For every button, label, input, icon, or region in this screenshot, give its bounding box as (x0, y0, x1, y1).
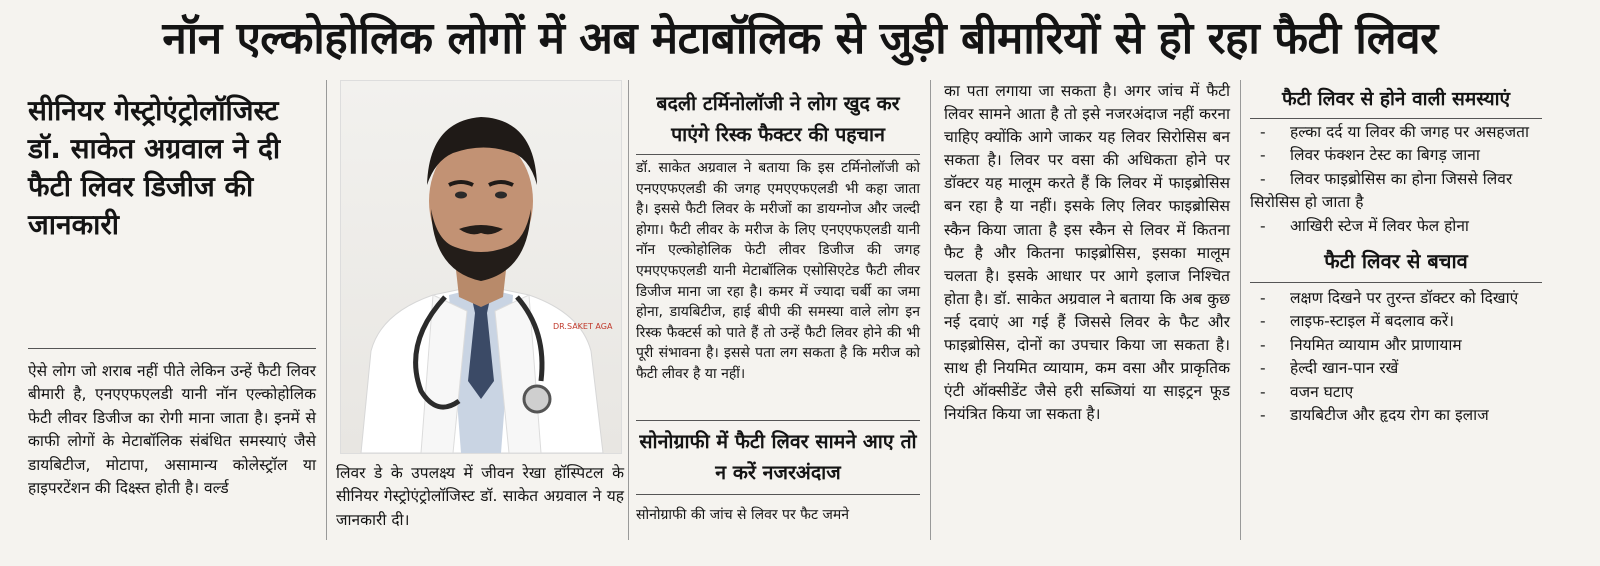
col1-text: ऐसे लोग जो शराब नहीं पीते लेकिन उन्हें फैटी लिवर बीमारी है, एनएएफएलडी यानी नॉन एल्कोहोलिक फेटी लीवर डिजीज का रोगी माना जाता है। इनमें से काफी लोगों के मेटाबॉलिक संबंधित समस्याएं जैसे डायबिटीज, मोटापा, असामान्य कोलेस्ट्रॉल या हाइपरटेंशन की दिक्ष्स्त होती है। वर्ल्ड (28, 362, 316, 498)
col3 (636, 88, 920, 150)
problems-heading: फैटी लिवर से होने वाली समस्याएं (1281, 88, 1511, 110)
list-item-text: लिवर फाइब्रोसिस का होना जिससे लिवर सिरोसिस हो जाता है (1250, 169, 1513, 212)
prevention-heading: फैटी लिवर से बचाव (1324, 249, 1468, 274)
bullet-dash: - (1260, 123, 1266, 141)
box-rule (1250, 282, 1542, 283)
doctor-photo (340, 80, 622, 454)
list-item-text: डायबिटीज और हृदय रोग का इलाज (1290, 406, 1489, 425)
list-item (1250, 334, 1542, 357)
bullet-dash: - (1260, 406, 1266, 425)
column-divider (930, 80, 931, 540)
col4-text: का पता लगाया जा सकता है। अगर जांच में फैटी लिवर सामने आता है तो इसे नजरअंदाज नहीं करना चाहिए क्योंकि आगे जाकर यह लिवर सिरोसिस बन सकता है। लिवर पर वसा की अधिकता होने पर डॉक्टर यह मालूम करते हैं कि लिवर में फाइब्रोसिस बन रहा है या नहीं। इसके लिए लिवर फाइब्रोसिस स्कैन किया जाता है इस स्कैन से लिवर में कितना फैट है और कितना फाइब्रोसिस, इसका मालूम चलता है। इसके आधार पर आगे इलाज निश्चित होता है। डॉ. साकेत अग्रवाल ने बताया कि अब कुछ नई दवाएं आ गई हैं जिससे लिवर के फैट और फाइब्रोसिस, दोनों का उपचार किया जा सकता है। साथ ही नियमित व्यायाम, कम वसा और प्राकृतिक एंटी ऑक्सीडेंट जैसे हरी सब्जियां या साइट्रन फूड नियंत्रित किया जा सकता है। (944, 82, 1230, 424)
list-item (1250, 144, 1542, 167)
subhead-rule (636, 420, 920, 421)
col3-text: डॉ. साकेत अग्रवाल ने बताया कि इस टर्मिनोलॉजी को एनएएफएलडी की जगह एमएएफएलडी भी कहा जाता है। इससे फैटी लिवर के मरीजों का डायग्नोज और जल्दी होगा। फैटी लीवर के मरीज के लिए एनएएफएलडी यानी नॉन एल्कोहोलिक फेटी लीवर डिजीज की जगह एमएएफएलडी यानी मेटाबॉलिक एसोसिएटेड फैटी लीवर डिजीज माना जा रहा है। कमर में ज्यादा चर्बी का जमा होना, डायबिटीज, हाई बीपी की समस्या वाले लोग इन रिस्क फैक्टर्स को पाते हैं तो उन्हें फैटी लिवर होने की भी पूरी संभावना है। इससे पता लग सकता है कि मरीज को फैटी लीवर है या नहीं। (636, 160, 920, 382)
col3-sub2 (636, 426, 920, 488)
list-item (1250, 357, 1542, 380)
column-divider (628, 80, 629, 540)
list-item-text: लाइफ-स्टाइल में बदलाव करें। (1290, 312, 1455, 331)
box-rule (1250, 118, 1542, 119)
photo-caption: लिवर डे के उपलक्ष्य में जीवन रेखा हॉस्पिटल के सीनियर गेस्ट्रोएंट्रोलॉजिस्ट डॉ. साकेत अग्रवाल ने यह जानकारी दी। (336, 464, 624, 529)
subhead-rule (636, 154, 920, 155)
list-item-text: हल्का दर्द या लिवर की जगह पर असहजता (1290, 123, 1529, 141)
list-item-text: नियमित व्यायाम और प्राणायाम (1290, 335, 1462, 354)
bullet-dash: - (1260, 382, 1266, 401)
bullet-dash: - (1260, 169, 1266, 188)
subhead-rule (636, 494, 920, 495)
list-item-text: लक्षण दिखने पर तुरन्त डॉक्टर को दिखाएं (1290, 289, 1519, 308)
headline: नॉन एल्कोहोलिक लोगों में अब मेटाबॉलिक से जुड़ी बीमारियों से हो रहा फैटी लिवर (162, 13, 1438, 64)
bullet-dash: - (1260, 335, 1266, 354)
bullet-dash: - (1260, 146, 1266, 165)
list-item (1250, 287, 1542, 310)
list-item-text: वजन घटाए (1290, 382, 1354, 401)
coat-label: DR.SAKET AGA (553, 322, 613, 331)
deck: सीनियर गेस्ट्रोएंट्रोलॉजिस्ट डॉ. साकेत अग्रवाल ने दी फैटी लिवर डिजीज की जानकारी (28, 94, 281, 241)
problems-list (1250, 121, 1542, 238)
list-item (1250, 404, 1542, 427)
list-item (1250, 381, 1542, 404)
doctor-illustration (341, 81, 621, 453)
deck-container (28, 92, 318, 244)
list-item-text: आखिरी स्टेज में लिवर फेल होना (1290, 216, 1469, 235)
list-item (1250, 121, 1542, 144)
list-item (1250, 310, 1542, 333)
subhead-sonography: सोनोग्राफी में फैटी लिवर सामने आए तो न करें नजरअंदाज (639, 430, 917, 484)
column-divider (326, 80, 327, 540)
bullet-dash: - (1260, 312, 1266, 331)
prevention-list (1250, 287, 1542, 427)
column-divider (1240, 80, 1241, 540)
col3-text2: सोनोग्राफी की जांच से लिवर पर फैट जमने (636, 507, 850, 523)
bullet-dash: - (1260, 289, 1266, 308)
bullet-dash: - (1260, 359, 1266, 378)
list-item-text: लिवर फंक्शन टेस्ट का बिगड़ जाना (1290, 146, 1480, 165)
list-item (1250, 168, 1542, 215)
list-item-text: हेल्दी खान-पान रखें (1290, 359, 1399, 378)
bullet-dash: - (1260, 216, 1266, 235)
subhead-terminology: बदली टर्मिनोलॉजी ने लोग खुद कर पाएंगे रिस्क फैक्टर की पहचान (656, 92, 900, 146)
list-item (1250, 215, 1542, 238)
info-box (1250, 84, 1542, 427)
deck-divider (28, 348, 316, 349)
